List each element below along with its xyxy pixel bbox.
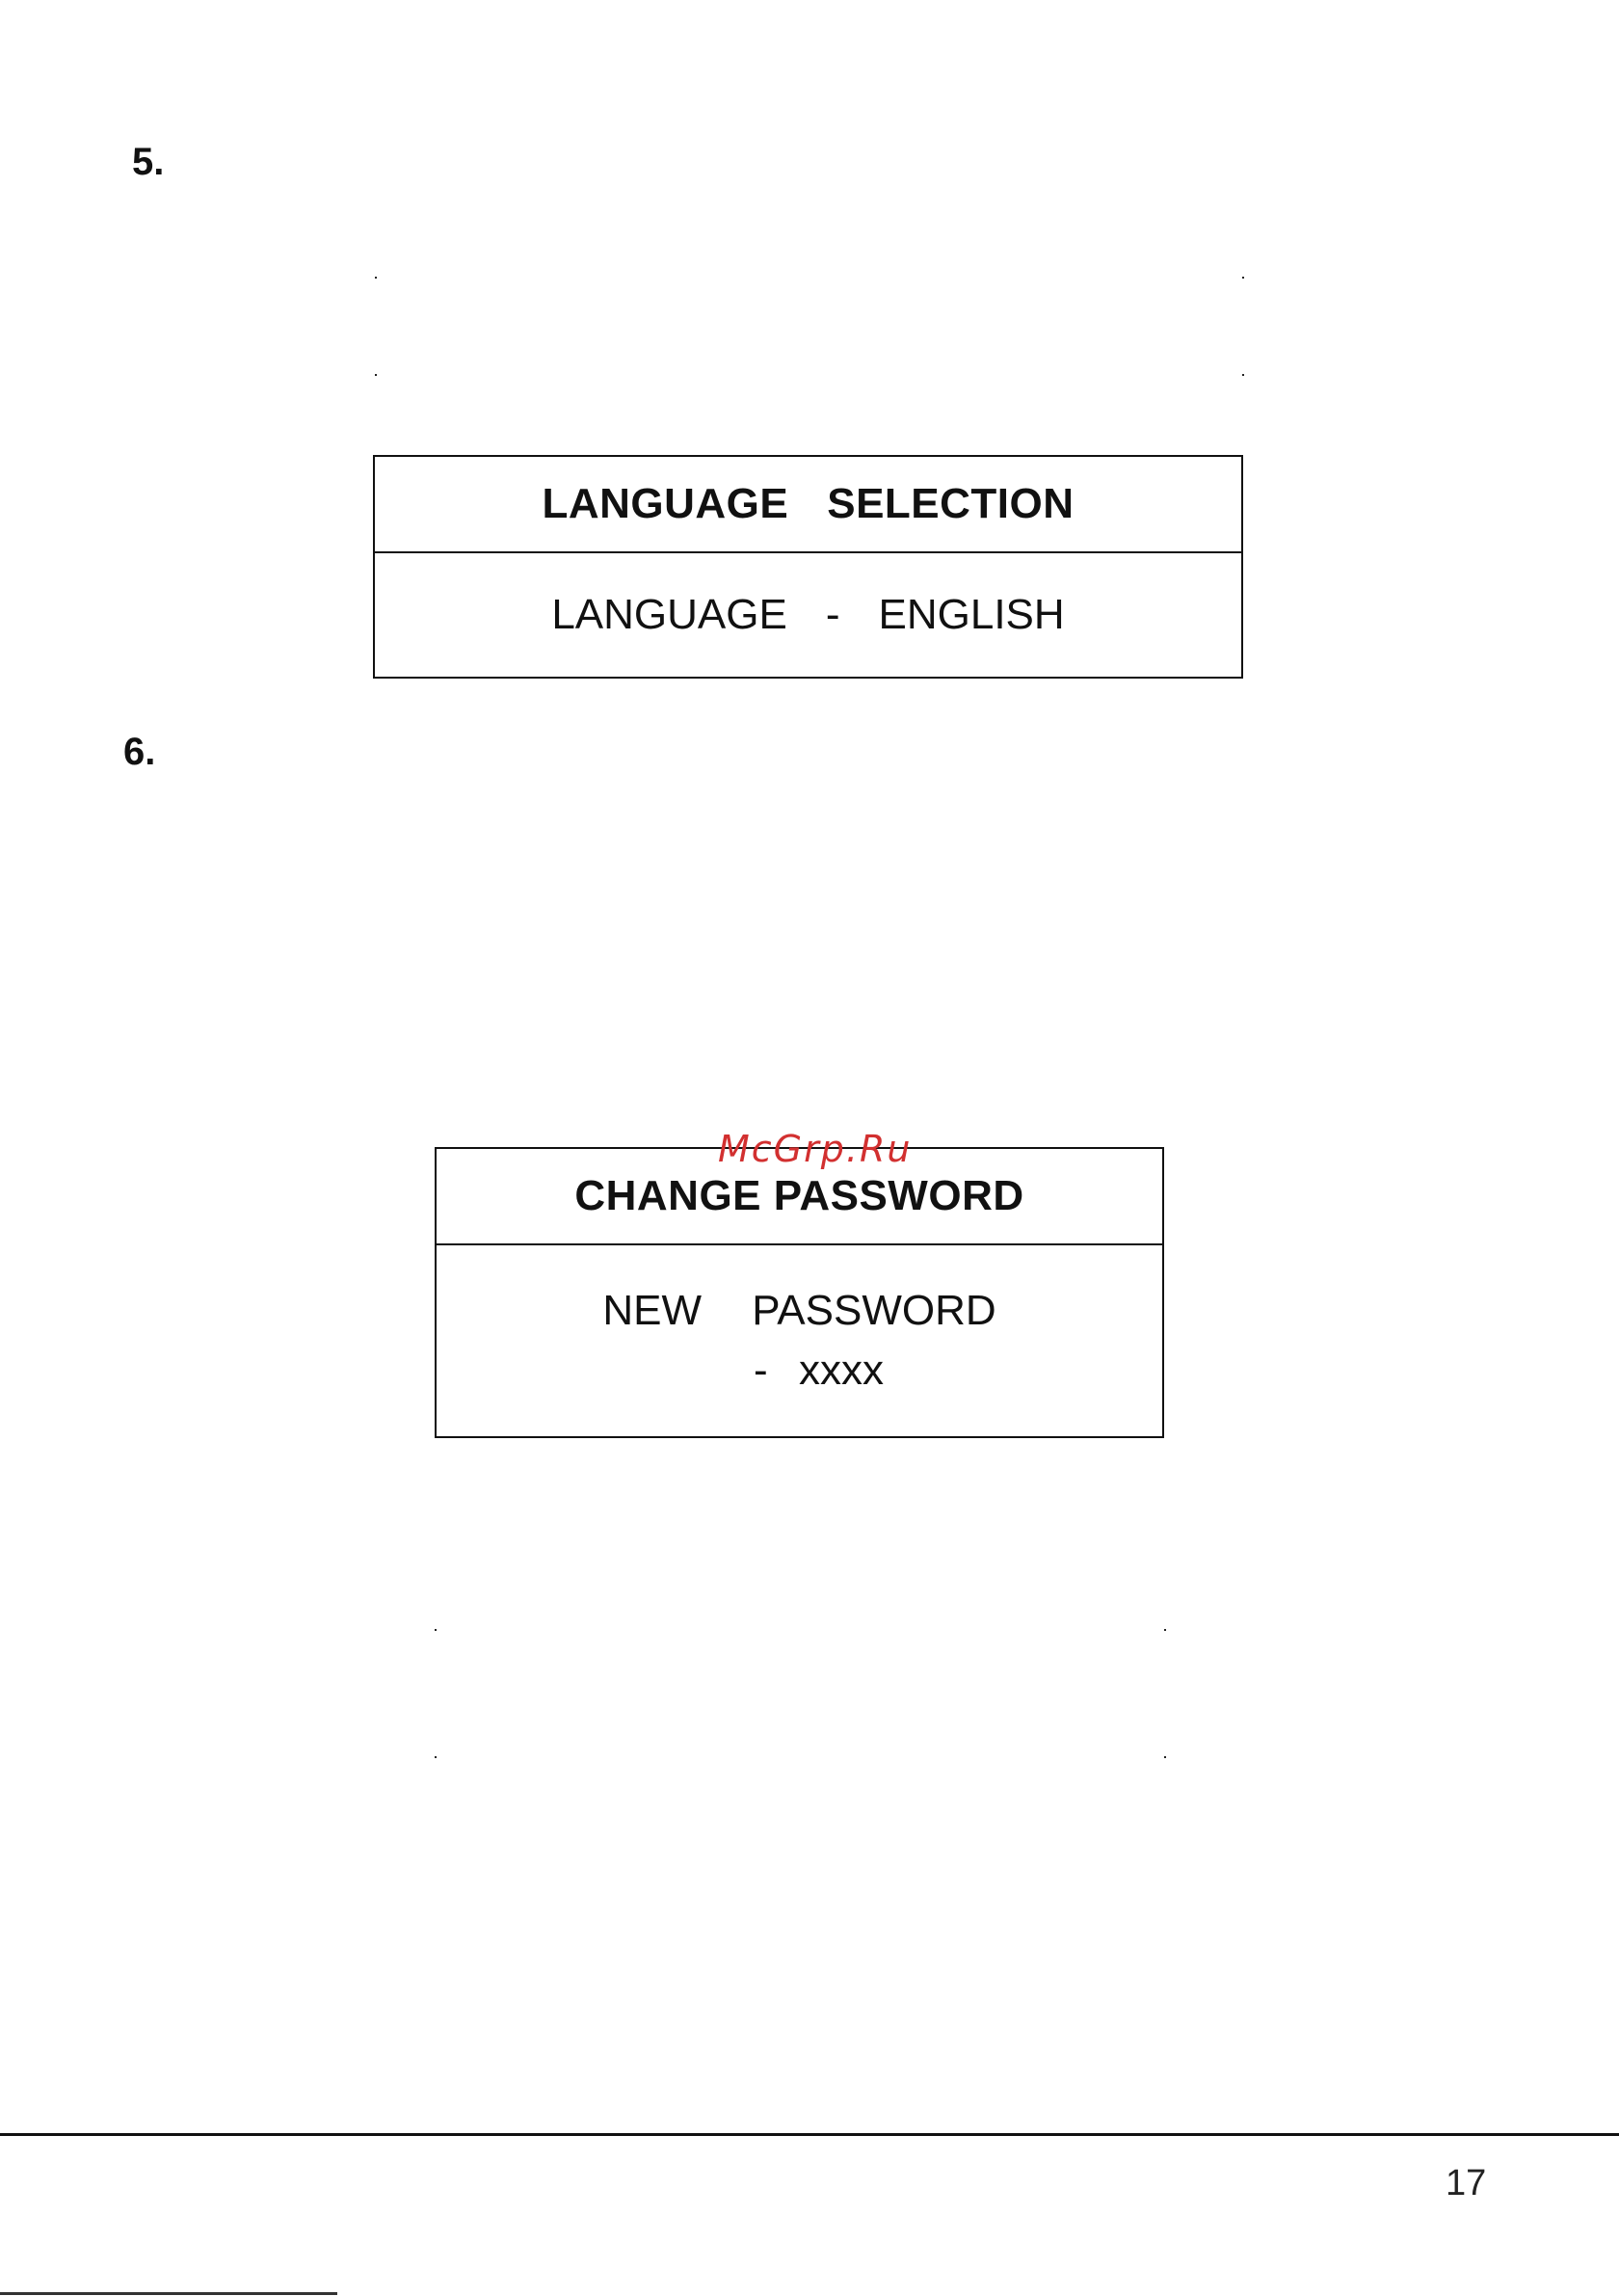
placeholder-dot [375,374,377,376]
new-label: NEW [602,1287,702,1334]
change-password-title: CHANGE PASSWORD [437,1149,1162,1245]
placeholder-dot [1164,1756,1166,1758]
bottom-edge-line [0,2292,337,2295]
new-password-row [437,1245,1162,1436]
watermark-text: McGrp.Ru [718,1128,913,1170]
separator-dash: - [754,1347,768,1394]
step-6-number: 6. [123,731,156,773]
language-selection-title [375,457,1241,553]
language-selection-display [373,455,1243,679]
title-word-language: LANGUAGE [542,480,789,527]
page-number: 17 [1446,2163,1487,2203]
placeholder-dot [1164,1629,1166,1631]
step-5-number: 5. [132,141,165,183]
language-setting-row [375,553,1241,677]
change-password-display [435,1147,1164,1438]
placeholder-dot [1242,277,1244,279]
password-label: PASSWORD [752,1287,996,1334]
placeholder-dot [435,1629,437,1631]
password-value: xxxx [798,1347,884,1394]
placeholder-dot [435,1756,437,1758]
language-label: LANGUAGE [551,591,787,638]
language-value: ENGLISH [878,591,1065,638]
placeholder-dot [375,277,377,279]
footer-divider [0,2133,1619,2136]
title-word-selection: SELECTION [827,480,1075,527]
placeholder-dot [1242,374,1244,376]
separator-dash: - [825,591,840,638]
